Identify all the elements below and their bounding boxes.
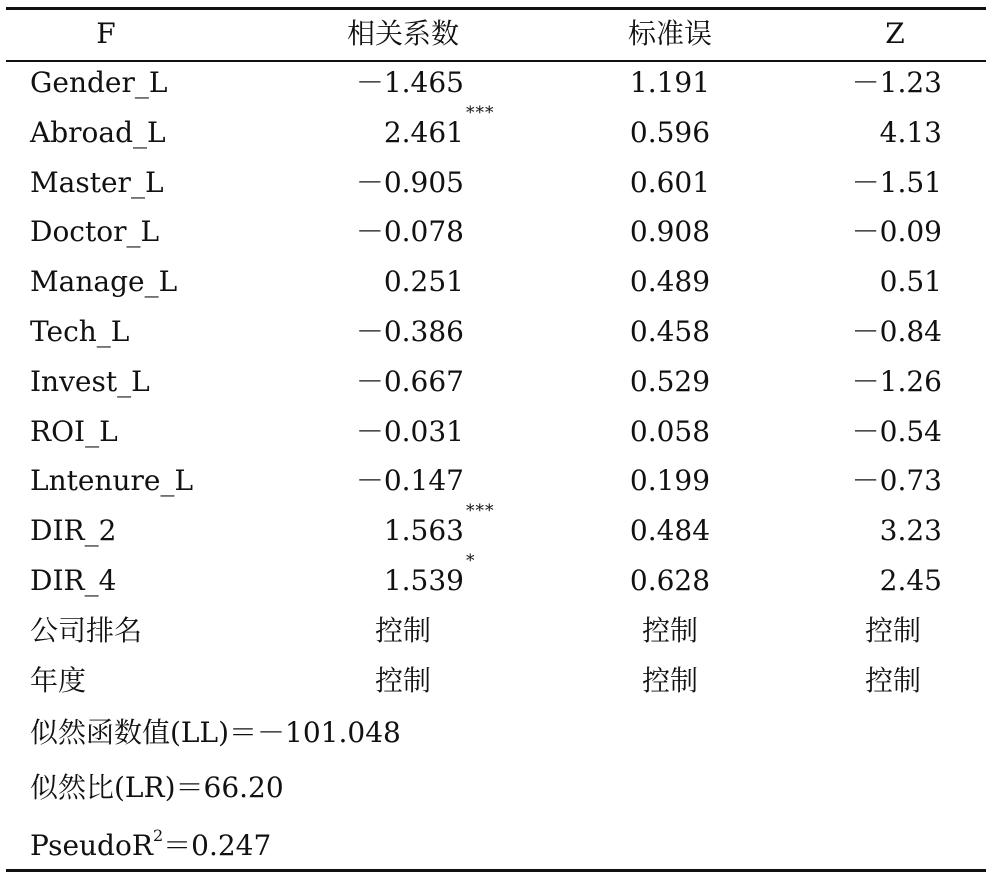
row-standard-error: 0.601	[629, 165, 711, 199]
row-coefficient	[384, 262, 464, 302]
coefficient-value	[383, 102, 495, 153]
row-variable: Master_L	[30, 165, 164, 199]
control-row	[0, 611, 992, 651]
row-z: －1.51	[851, 165, 942, 199]
table-row	[0, 551, 992, 601]
row-standard-error: 0.628	[629, 564, 711, 597]
row-z: 2.45	[879, 564, 942, 597]
control-coefficient: 控制	[374, 613, 431, 647]
pseudo-r2-prefix: PseudoR	[30, 829, 153, 862]
row-variable: Tech_L	[30, 315, 130, 348]
control-row	[0, 661, 992, 701]
row-coefficient	[356, 362, 464, 402]
header-coefficient: 相关系数	[346, 17, 459, 50]
row-coefficient	[383, 551, 476, 601]
row-coefficient	[383, 102, 495, 153]
log-likelihood-stat: 似然函数值(LL)＝－101.048	[30, 716, 401, 749]
table-row	[0, 362, 992, 402]
coefficient-value	[356, 412, 464, 452]
row-z: －0.54	[851, 414, 942, 448]
table-row	[0, 412, 992, 452]
control-z: 控制	[864, 663, 921, 697]
table-header-rule	[6, 60, 986, 62]
row-standard-error: 0.199	[629, 464, 711, 498]
row-coefficient	[356, 163, 464, 203]
table-row	[0, 63, 992, 103]
row-variable: Manage_L	[30, 265, 178, 299]
coefficient-value	[356, 312, 464, 352]
table-row	[0, 262, 992, 302]
header-z: Z	[885, 17, 905, 50]
table-row	[0, 501, 992, 551]
header-variable: F	[96, 17, 116, 50]
coefficient-text: 1.539	[383, 564, 464, 597]
control-z: 控制	[864, 613, 921, 647]
coefficient-text: 1.563	[383, 514, 464, 548]
coefficient-value	[356, 63, 464, 103]
coefficient-value	[356, 212, 464, 252]
row-z: 4.13	[879, 115, 942, 149]
table-top-rule	[6, 7, 986, 10]
table-bottom-rule	[6, 869, 986, 872]
table-row	[0, 312, 992, 352]
row-coefficient	[356, 312, 464, 352]
pseudo-r2-superscript: 2	[152, 825, 164, 845]
row-standard-error: 0.458	[629, 315, 711, 348]
coefficient-text: －0.905	[355, 165, 464, 199]
row-standard-error: 0.908	[629, 215, 711, 249]
coefficient-text: 2.461	[383, 115, 464, 149]
pseudo-r2-stat	[30, 826, 271, 866]
row-standard-error: 1.191	[629, 66, 711, 99]
row-variable: ROI_L	[30, 414, 118, 448]
row-variable: Invest_L	[30, 364, 150, 398]
row-variable: Gender_L	[30, 66, 168, 99]
coefficient-value	[383, 501, 495, 551]
coefficient-text: －0.147	[355, 464, 464, 498]
table-header-row	[0, 14, 992, 54]
coefficient-text: －0.667	[355, 364, 464, 398]
row-standard-error: 0.596	[629, 115, 711, 149]
row-variable: Abroad_L	[30, 115, 166, 149]
significance-stars: ***	[466, 102, 495, 123]
header-standard-error: 标准误	[627, 17, 712, 50]
row-coefficient	[356, 461, 464, 501]
row-variable: DIR_4	[30, 564, 117, 597]
row-variable: DIR_2	[30, 514, 117, 548]
row-standard-error: 0.529	[629, 364, 711, 398]
row-coefficient	[356, 212, 464, 252]
table-row	[0, 461, 992, 501]
row-standard-error: 0.484	[629, 514, 711, 548]
row-coefficient	[356, 63, 464, 103]
row-standard-error: 0.489	[629, 265, 711, 299]
control-variable: 年度	[30, 663, 87, 697]
table-row	[0, 102, 992, 153]
coefficient-text: －1.465	[355, 66, 464, 99]
table-row	[0, 163, 992, 203]
control-variable: 公司排名	[30, 613, 143, 647]
coefficient-value	[356, 163, 464, 203]
coefficient-value	[356, 362, 464, 402]
control-standard-error: 控制	[641, 663, 698, 697]
control-standard-error: 控制	[641, 613, 698, 647]
row-coefficient	[356, 412, 464, 452]
coefficient-text: －0.386	[355, 315, 464, 348]
row-z: －1.26	[851, 364, 942, 398]
row-z: －0.84	[851, 315, 942, 348]
row-z: －0.73	[851, 464, 942, 498]
coefficient-text: －0.078	[355, 215, 464, 249]
row-z: 0.51	[879, 265, 942, 299]
significance-stars: *	[466, 551, 476, 571]
row-standard-error: 0.058	[629, 414, 711, 448]
row-coefficient	[383, 501, 495, 551]
control-coefficient: 控制	[374, 663, 431, 697]
coefficient-value	[384, 262, 464, 302]
significance-stars: ***	[466, 501, 495, 522]
row-variable: Lntenure_L	[30, 464, 194, 498]
row-z: －1.23	[851, 66, 942, 99]
coefficient-value	[356, 461, 464, 501]
likelihood-ratio-stat: 似然比(LR)＝66.20	[30, 771, 284, 804]
coefficient-value	[383, 551, 476, 601]
table-row	[0, 212, 992, 252]
coefficient-text: －0.031	[355, 414, 464, 448]
pseudo-r2-value: ＝0.247	[163, 829, 272, 862]
row-z: －0.09	[851, 215, 942, 249]
row-variable: Doctor_L	[30, 215, 160, 249]
coefficient-text: 0.251	[383, 265, 464, 299]
row-z: 3.23	[879, 514, 942, 548]
